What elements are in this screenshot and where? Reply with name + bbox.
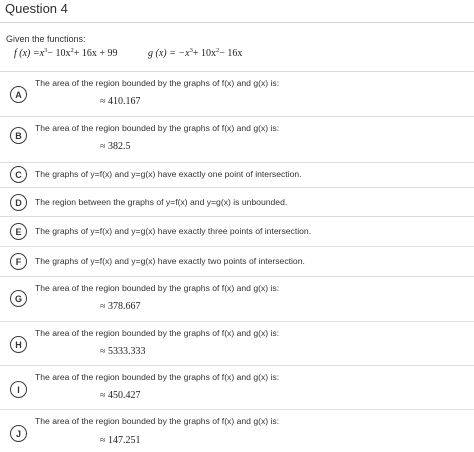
option-letter-badge[interactable]: J — [10, 425, 27, 442]
question-header — [0, 0, 474, 23]
option-text: The area of the region bounded by the graphs of f(x) and g(x) is: — [35, 123, 280, 133]
option-text: The graphs of y=f(x) and y=g(x) have exactly two points of intersection. — [35, 256, 305, 266]
option-letter-badge[interactable]: E — [10, 223, 27, 240]
given-functions-label: Given the functions: — [6, 34, 86, 44]
option-value: ≈ 5333.333 — [100, 346, 146, 357]
answer-option-i[interactable] — [0, 365, 474, 409]
f-cubic-exponent: 3 — [44, 47, 48, 54]
f-cubic-term: x — [39, 48, 45, 59]
option-text: The area of the region bounded by the graphs of f(x) and g(x) is: — [35, 283, 280, 293]
f-quadratic-exponent: 2 — [70, 47, 74, 54]
g-quadratic-exponent: 2 — [215, 47, 220, 54]
g-quadratic-term: + 10x — [192, 48, 216, 59]
function-g — [148, 48, 242, 59]
option-letter-badge[interactable]: H — [10, 336, 27, 353]
answer-option-d[interactable] — [0, 187, 474, 216]
option-text: The area of the region bounded by the graphs of f(x) and g(x) is: — [35, 416, 280, 426]
option-letter-badge[interactable]: I — [10, 381, 27, 398]
option-value: ≈ 147.251 — [100, 435, 141, 446]
option-letter-badge[interactable]: A — [10, 86, 27, 103]
f-remaining-terms: + 16x + 99 — [73, 48, 118, 59]
f-quadratic-term: − 10x — [47, 48, 71, 59]
option-value: ≈ 410.167 — [100, 96, 141, 107]
question-title: Question 4 — [5, 1, 68, 16]
f-lhs: f (x) = — [14, 48, 40, 59]
option-text: The region between the graphs of y=f(x) and y=g(x) is unbounded. — [35, 197, 288, 207]
option-text: The graphs of y=f(x) and y=g(x) have exactly one point of intersection. — [35, 169, 302, 179]
answer-option-j[interactable] — [0, 409, 474, 452]
option-text: The area of the region bounded by the graphs of f(x) and g(x) is: — [35, 328, 280, 338]
answer-option-f[interactable] — [0, 246, 474, 276]
answer-option-e[interactable] — [0, 216, 474, 246]
g-lhs: g (x) = − — [148, 48, 186, 59]
option-letter-badge[interactable]: C — [10, 166, 27, 183]
option-value: ≈ 450.427 — [100, 390, 141, 401]
answer-option-a[interactable] — [0, 71, 474, 116]
option-letter-badge[interactable]: G — [10, 290, 27, 307]
answer-option-g[interactable] — [0, 276, 474, 321]
option-letter-badge[interactable]: B — [10, 127, 27, 144]
g-remaining-terms: − 16x — [219, 48, 243, 59]
option-text: The area of the region bounded by the graphs of f(x) and g(x) is: — [35, 78, 280, 88]
option-value: ≈ 382.5 — [100, 141, 131, 152]
function-f — [14, 48, 118, 59]
answer-option-b[interactable] — [0, 116, 474, 162]
g-cubic-term: x — [185, 48, 190, 59]
g-cubic-exponent: 3 — [189, 47, 193, 54]
option-value: ≈ 378.667 — [100, 301, 141, 312]
option-text: The graphs of y=f(x) and y=g(x) have exactly three points of intersection. — [35, 226, 312, 236]
option-text: The area of the region bounded by the graphs of f(x) and g(x) is: — [35, 372, 280, 382]
answer-option-h[interactable] — [0, 321, 474, 365]
option-letter-badge[interactable]: F — [10, 253, 27, 270]
option-letter-badge[interactable]: D — [10, 194, 27, 211]
answer-option-c[interactable] — [0, 162, 474, 187]
